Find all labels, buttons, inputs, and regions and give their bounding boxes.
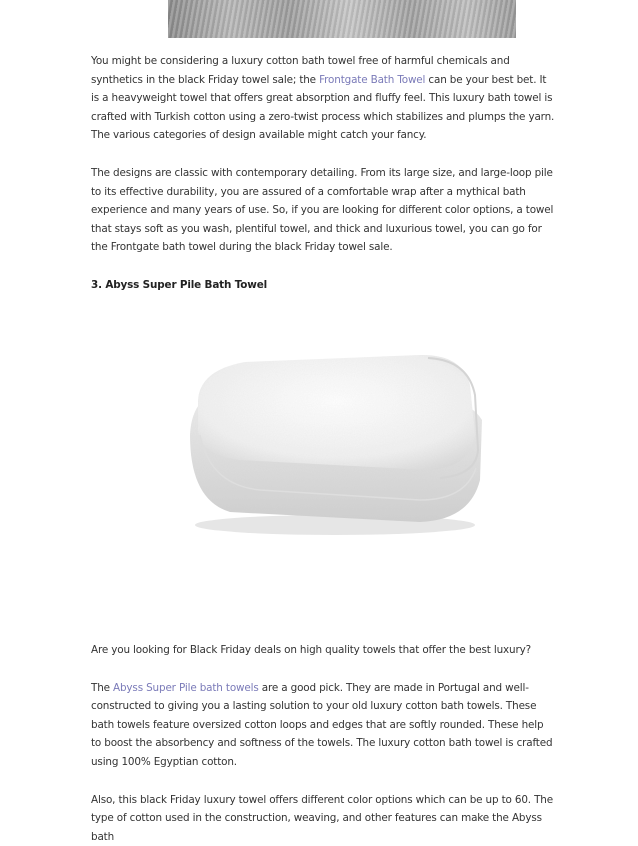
paragraph-text: The bbox=[91, 681, 114, 694]
article-body-continued bbox=[91, 641, 555, 846]
folded-towel-illustration bbox=[170, 340, 500, 540]
paragraph-text: You might be considering a luxury cotton bath towel free of harmful chemicals and synthetics in the black Friday towel sale; the bbox=[91, 55, 510, 86]
abyss-towel-image bbox=[170, 340, 500, 540]
paragraph-abyss-colors: Also, this black Friday luxury towel offers different color options which can be up to 60. The type of cotton used in the construction, weaving, and other features can make the Abyss bath bbox=[91, 793, 553, 843]
paragraph-text: can be your best bet. It is a heavyweight towel that offers great absorption and fluffy feel. This luxury bath towel is crafted with Turkish cotton using a zero-twist process which stabilizes and plumps the yarn. The various categories of design available might catch your fancy. bbox=[91, 73, 555, 142]
paragraph-question: Are you looking for Black Friday deals on high quality towels that offer the best luxury? bbox=[91, 644, 531, 656]
article-body bbox=[91, 52, 555, 295]
paragraph-abyss-intro bbox=[91, 679, 555, 772]
section-heading: 3. Abyss Super Pile Bath Towel bbox=[91, 278, 268, 291]
paragraph-frontgate-design: The designs are classic with contemporary detailing. From its large size, and large-loop pile to its effective durability, you are assured of a comfortable wrap after a mythical bath experience and many years of use. So, if you are looking for different color options, a towel that stays soft as you wash, plentiful towel, and thick and luxurious towel, you can go for the Frontgate bath towel during the black Friday towel sale. bbox=[91, 166, 554, 254]
abyss-super-pile-link[interactable]: Abyss Super Pile bath towels bbox=[113, 681, 259, 694]
frontgate-bath-towel-link[interactable]: Frontgate Bath Towel bbox=[319, 73, 426, 86]
paragraph-text: are a good pick. They are made in Portugal and well-constructed to giving you a lasting solution to your old luxury cotton bath towels. These bath towels feature oversized cotton loops and edges that are softly rounded. These help to boost the absorbency and softness of the towels. The luxury cotton bath towel is crafted using 100% Egyptian cotton. bbox=[91, 681, 553, 768]
paragraph-frontgate-intro bbox=[91, 52, 555, 145]
towel-texture-image bbox=[168, 0, 516, 38]
